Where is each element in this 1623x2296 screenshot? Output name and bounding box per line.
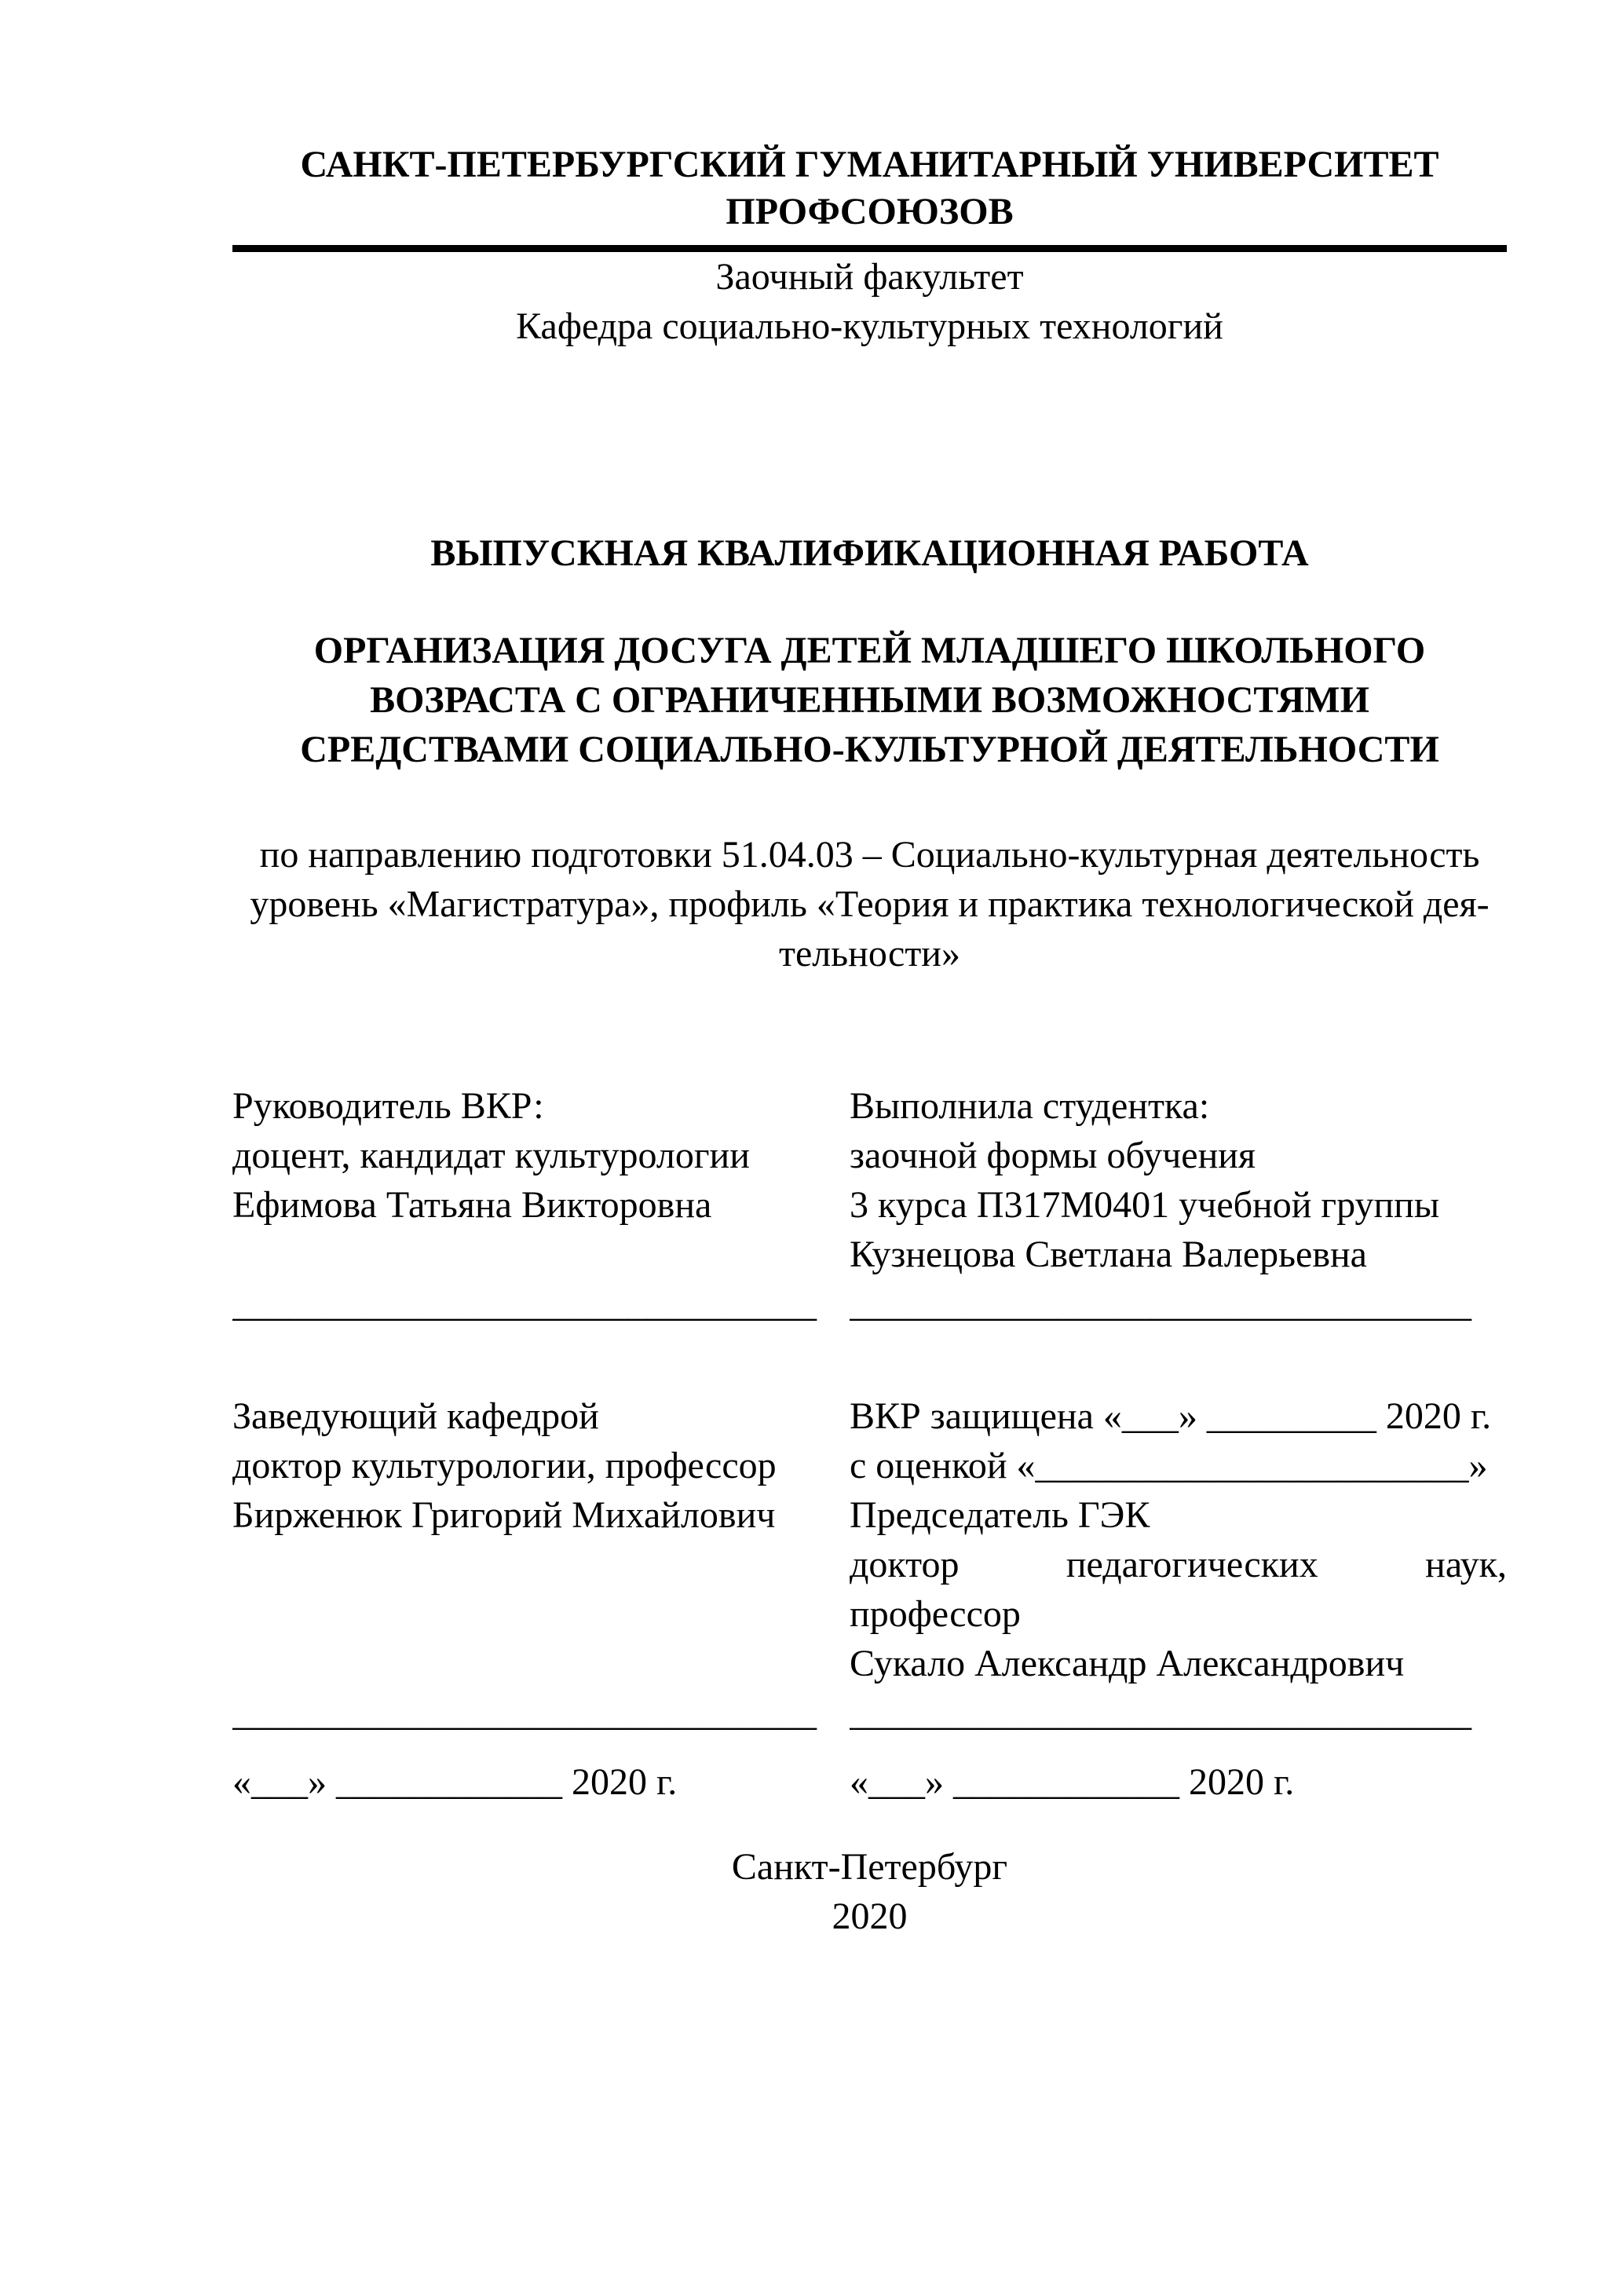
defense-date-line: ВКР защищена «___» _________ 2020 г. xyxy=(850,1395,1492,1437)
approval-defense-block xyxy=(232,1391,1507,1738)
city: Санкт-Петербург xyxy=(731,1846,1008,1888)
department-name: Кафедра социально-культурных технологий xyxy=(516,305,1223,347)
supervisor-degree: доцент, кандидат культурологии xyxy=(232,1135,750,1176)
gek-chair-signature-line: _________________________________ xyxy=(850,1692,1471,1734)
department-head-name: Бирженюк Григорий Михайлович xyxy=(232,1494,776,1536)
supervisor-name: Ефимова Татьяна Викторовна xyxy=(232,1184,712,1226)
defense-grade-line: с оценкой «_______________________» xyxy=(850,1445,1488,1486)
department-head-role-label: Заведующий кафедрой xyxy=(232,1395,599,1437)
gek-chair-degree: доктор педагогических наук, xyxy=(850,1544,1507,1585)
date-row xyxy=(232,1757,1507,1807)
thesis-title xyxy=(232,626,1507,774)
supervisor-signature-line: _______________________________ xyxy=(232,1283,817,1325)
program-line-2: уровень «Магистратура», профиль «Теория и практика технологической дея- xyxy=(250,883,1490,925)
gek-chair-name: Сукало Александр Александрович xyxy=(850,1643,1405,1684)
student-signature-line: _________________________________ xyxy=(850,1283,1471,1325)
student-role-label: Выполнила студентка: xyxy=(850,1085,1210,1127)
student-info xyxy=(850,1081,1507,1279)
university-name: САНКТ-ПЕТЕРБУРГСКИЙ ГУМАНИТАРНЫЙ УНИВЕРСИТЕТ ПРОФСОЮЗОВ xyxy=(232,141,1507,252)
supervisor-info xyxy=(232,1081,832,1279)
city-year-block xyxy=(232,1842,1507,1941)
department-head-info xyxy=(232,1391,832,1688)
department-head-signature-line: _______________________________ xyxy=(232,1692,817,1734)
supervisor-role-label: Руководитель ВКР: xyxy=(232,1085,544,1127)
student-name: Кузнецова Светлана Валерьевна xyxy=(850,1234,1367,1275)
supervisor-student-block xyxy=(232,1081,1507,1329)
faculty-name: Заочный факультет xyxy=(715,256,1024,298)
work-type-heading: ВЫПУСКНАЯ КВАЛИФИКАЦИОННАЯ РАБОТА xyxy=(430,532,1309,574)
thesis-title-line-2: ВОЗРАСТА С ОГРАНИЧЕННЫМИ ВОЗМОЖНОСТЯМИ xyxy=(370,679,1369,721)
gek-chair-title: профессор xyxy=(850,1593,1021,1635)
thesis-title-line-1: ОРГАНИЗАЦИЯ ДОСУГА ДЕТЕЙ МЛАДШЕГО ШКОЛЬНОГО xyxy=(313,630,1426,671)
gek-chair-label: Председатель ГЭК xyxy=(850,1494,1150,1536)
date-line-right: «___» ____________ 2020 г. xyxy=(850,1761,1295,1803)
year: 2020 xyxy=(832,1896,908,1937)
department-head-degree: доктор культурологии, профессор xyxy=(232,1445,777,1486)
program-info xyxy=(232,830,1507,978)
thesis-title-line-3: СРЕДСТВАМИ СОЦИАЛЬНО-КУЛЬТУРНОЙ ДЕЯТЕЛЬНОСТИ xyxy=(300,729,1439,770)
date-line-left: «___» ____________ 2020 г. xyxy=(232,1761,678,1803)
program-line-1: по направлению подготовки 51.04.03 – Социально-культурная деятельность xyxy=(259,834,1480,876)
program-line-3: тельности» xyxy=(779,933,960,974)
student-group: 3 курса П317М0401 учебной группы xyxy=(850,1184,1440,1226)
defense-info xyxy=(850,1391,1507,1688)
student-study-form: заочной формы обучения xyxy=(850,1135,1256,1176)
